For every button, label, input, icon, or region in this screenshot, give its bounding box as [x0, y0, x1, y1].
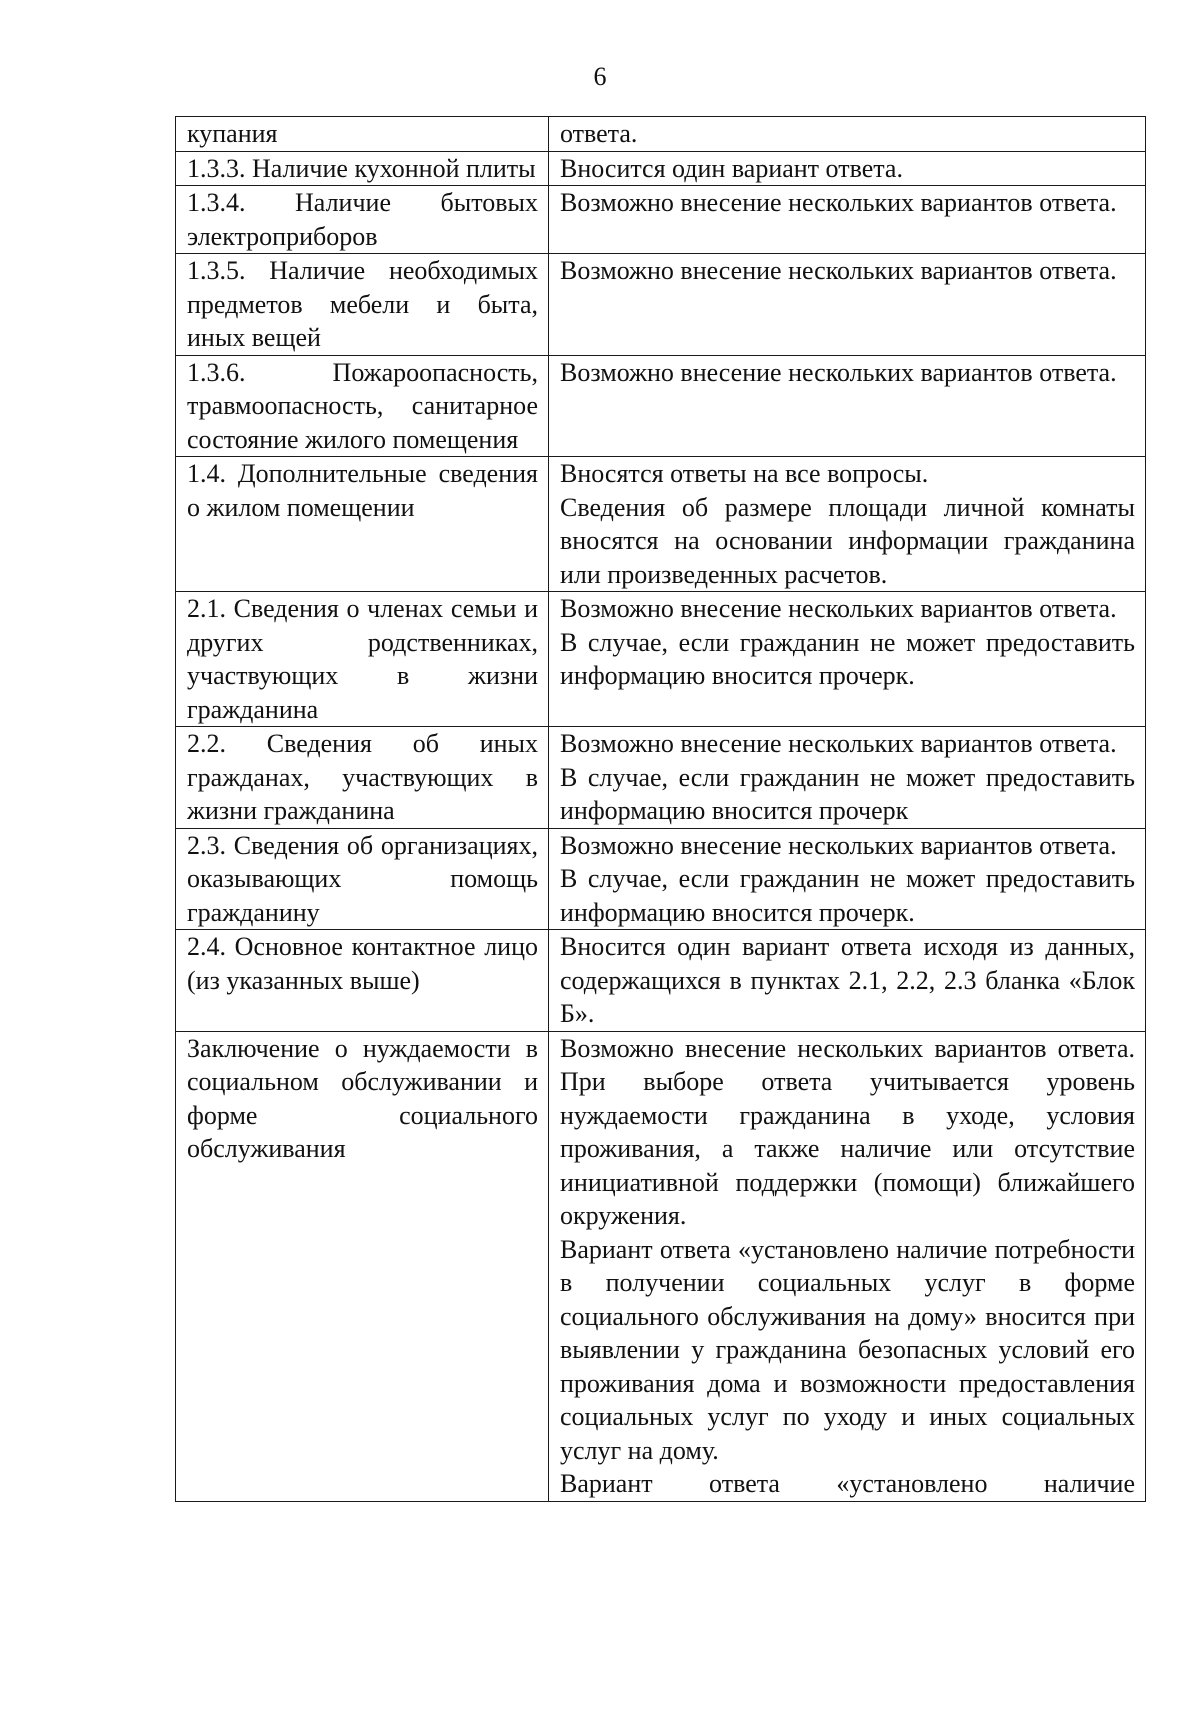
field-name: 2.3. Сведения об организациях, оказывающих помощь гражданину — [187, 830, 538, 927]
instruction-text: Вносится один вариант ответа. — [560, 153, 903, 183]
table-row — [176, 592, 1146, 727]
field-name: 2.4. Основное контактное лицо (из указанных выше) — [187, 932, 538, 995]
field-name: 2.1. Сведения о членах семьи и других родственниках, участвующих в жизни гражданина — [187, 594, 538, 724]
instruction-cell — [549, 254, 1146, 356]
instruction-text: ответа. — [560, 119, 638, 148]
field-name: 1.4. Дополнительные сведения о жилом помещении — [187, 459, 538, 522]
instruction-text: Возможно внесение нескольких вариантов ответа. — [560, 188, 1117, 217]
field-name: 1.3.6. Пожароопасность, травмоопасность, санитарное состояние жилого помещения — [187, 357, 538, 454]
instruction-text: Возможно внесение нескольких вариантов ответа. — [560, 256, 1117, 285]
table-row — [176, 151, 1146, 186]
instruction-cell — [549, 1031, 1146, 1501]
instruction-cell — [549, 930, 1146, 1032]
instruction-text: Сведения об размере площади личной комнаты вносятся на основании информации гражданина или произведенных расчетов. — [560, 492, 1135, 589]
field-cell — [176, 254, 549, 356]
table-row — [176, 355, 1146, 457]
table-row — [176, 254, 1146, 356]
instruction-cell — [549, 727, 1146, 829]
instruction-text: В случае, если гражданин не может предоставить информацию вносится прочерк. — [560, 627, 1135, 690]
instruction-text: Возможно внесение нескольких вариантов ответа. — [560, 594, 1117, 623]
instruction-cell — [549, 828, 1146, 930]
table-row — [176, 828, 1146, 930]
instruction-cell — [549, 117, 1146, 152]
instruction-cell — [549, 457, 1146, 592]
field-name: купания — [187, 119, 278, 148]
table-row — [176, 117, 1146, 152]
table-row — [176, 457, 1146, 592]
instruction-text: Вносится один вариант ответа исходя из данных, содержащихся в пунктах 2.1, 2.2, 2.3 бланка «Блок Б». — [560, 932, 1135, 1028]
field-cell — [176, 727, 549, 829]
instruction-text: Вариант ответа «установлено наличие — [560, 1469, 1135, 1498]
field-cell — [176, 1031, 549, 1501]
instruction-cell — [549, 355, 1146, 457]
instruction-cell — [549, 186, 1146, 254]
page-number: 6 — [593, 62, 607, 91]
instruction-text: Возможно внесение нескольких вариантов ответа. — [560, 357, 1117, 387]
field-cell — [176, 151, 549, 186]
instruction-text: В случае, если гражданин не может предоставить информацию вносится прочерк — [560, 762, 1135, 825]
field-name: 1.3.3. Наличие кухонной плиты — [187, 153, 536, 183]
table-row — [176, 930, 1146, 1032]
instruction-cell — [549, 151, 1146, 186]
field-cell — [176, 186, 549, 254]
instruction-text: Вносятся ответы на все вопросы. — [560, 459, 929, 488]
instruction-text: Возможно внесение нескольких вариантов ответа. При выборе ответа учитывается уровень нуждаемости гражданина в уходе, условия проживания, а также наличие или отсутствие инициативной поддержки (помощи) ближайшего окружения. — [560, 1033, 1135, 1230]
field-name: 1.3.5. Наличие необходимых предметов мебели и быта, иных вещей — [187, 256, 538, 352]
instruction-cell — [549, 592, 1146, 727]
instruction-text: Возможно внесение нескольких вариантов ответа. — [560, 830, 1117, 860]
instruction-text: Возможно внесение нескольких вариантов ответа. — [560, 729, 1117, 758]
field-cell — [176, 828, 549, 930]
field-cell — [176, 457, 549, 592]
field-cell — [176, 930, 549, 1032]
field-name: 2.2. Сведения об иных гражданах, участвующих в жизни гражданина — [187, 729, 538, 825]
field-cell — [176, 355, 549, 457]
instructions-table — [175, 116, 1146, 1502]
field-cell — [176, 592, 549, 727]
field-name: Заключение о нуждаемости в социальном обслуживании и форме социального обслуживания — [187, 1033, 538, 1163]
instruction-text: В случае, если гражданин не может предоставить информацию вносится прочерк. — [560, 864, 1135, 927]
table-row — [176, 727, 1146, 829]
instruction-text: Вариант ответа «установлено наличие потребности в получении социальных услуг в форме социального обслуживания на дому» вносится при выявлении у гражданина безопасных условий его проживания дома и возможности предоставления социальных услуг по уходу и иных социальных услуг на дому. — [560, 1234, 1135, 1465]
field-name: 1.3.4. Наличие бытовых электроприборов — [187, 188, 538, 251]
field-cell — [176, 117, 549, 152]
table-row — [176, 1031, 1146, 1501]
table-row — [176, 186, 1146, 254]
